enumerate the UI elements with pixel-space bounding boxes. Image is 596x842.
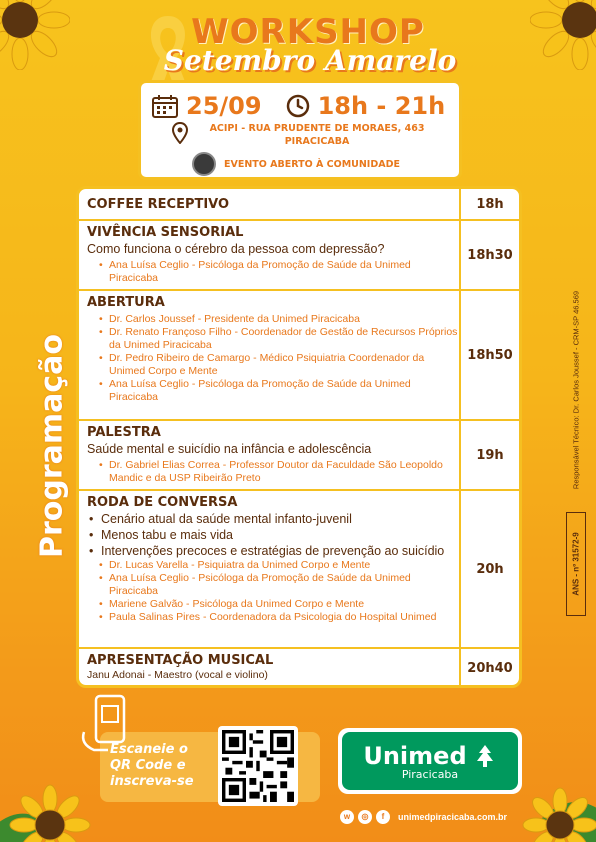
location-pin-icon: [172, 122, 188, 144]
speaker-item: • Ana Luísa Ceglio - Psicóloga da Promoção de Saúde da Unimed Piracicaba: [99, 572, 459, 598]
open-event-text: EVENTO ABERTO À COMUNIDADE: [224, 158, 400, 170]
calendar-icon: [152, 94, 178, 118]
unimed-logo: [338, 728, 522, 794]
unimed-tree-icon: [473, 745, 497, 767]
ans-text: ANS - nº 31572-9: [571, 532, 581, 596]
speaker-item: • Ana Luísa Ceglio - Psicóloga da Promoção de Saúde da Unimed Piracicaba: [99, 378, 459, 404]
address-text: [192, 122, 442, 148]
qr-instruction: Escaneie o QR Code e inscreva-se: [110, 742, 194, 789]
row-title: APRESENTAÇÃO MUSICAL: [87, 653, 274, 668]
social-links: [340, 810, 530, 824]
row-title: COFFEE RECEPTIVO: [87, 197, 230, 212]
sunflower-top-left-icon: [0, 0, 70, 70]
speaker-item: • Dr. Gabriel Elias Correa - Professor Doutor da Faculdade São Leopoldo Mandic e da USP Ribeirão Preto: [99, 459, 459, 485]
row-title: VIVÊNCIA SENSORIAL: [87, 225, 244, 240]
qr-code-icon: [222, 730, 294, 802]
row-time: 18h: [459, 189, 519, 219]
event-time: 18h - 21h: [317, 92, 446, 120]
event-title: WORKSHOP: [191, 12, 425, 52]
instagram-icon[interactable]: ◎: [358, 810, 372, 824]
row-time: 20h: [459, 491, 519, 647]
row-title: ABERTURA: [87, 295, 165, 310]
program-label: Programação: [34, 333, 70, 559]
whatsapp-icon[interactable]: w: [340, 810, 354, 824]
sunflower-bottom-left-icon: [0, 770, 100, 842]
row-time: 19h: [459, 421, 519, 489]
program-row-abertura: [79, 289, 519, 419]
speaker-item: • Dr. Renato Françoso Filho - Coordenador de Gestão de Recursos Próprios da Unimed Piracicaba: [99, 326, 459, 352]
brand-city: Piracicaba: [401, 767, 459, 781]
speaker-item: • Dr. Lucas Varella - Psiquiatra da Unimed Corpo e Mente: [99, 559, 459, 572]
speaker-item: • Dr. Carlos Joussef - Presidente da Unimed Piracicaba: [99, 313, 459, 326]
event-date: 25/09: [186, 92, 262, 120]
website-link[interactable]: unimedpiracicaba.com.br: [398, 812, 508, 822]
ans-registration-box: [566, 512, 586, 616]
program-row-coffee: [79, 189, 519, 219]
technical-responsible-note: [566, 280, 586, 500]
row-subtitle: Saúde mental e suicídio na infância e adolescência: [87, 442, 372, 456]
side-note-text: Responsável Técnico: Dr. Carlos Joussef - CRM-SP 46.569: [571, 290, 581, 490]
date-time-row: [152, 92, 452, 120]
program-table: [76, 186, 522, 688]
topic-item: • Cenário atual da saúde mental infanto-juvenil: [87, 511, 459, 527]
row-time: 20h40: [459, 649, 519, 687]
row-subtitle: Janu Adonai - Maestro (vocal e violino): [87, 669, 268, 681]
speaker-item: • Dr. Pedro Ribeiro de Camargo - Médico Psiquiatria Coordenador da Unimed Corpo e Mente: [99, 352, 459, 378]
row-time: 18h50: [459, 291, 519, 419]
sunflower-top-right-icon: [530, 0, 596, 70]
program-row-roda: [79, 489, 519, 647]
speaker-item: • Mariene Galvão - Psicóloga da Unimed Corpo e Mente: [99, 598, 459, 611]
address-line-1: ACIPI - RUA PRUDENTE DE MORAES, 463: [209, 123, 425, 134]
topic-item: • Menos tabu e mais vida: [87, 527, 459, 543]
row-title: PALESTRA: [87, 425, 161, 440]
speaker-item: • Paula Salinas Pires - Coordenadora da Psicologia do Hospital Unimed: [99, 611, 459, 624]
clock-icon: [286, 94, 310, 118]
facebook-icon[interactable]: f: [376, 810, 390, 824]
qr-code[interactable]: [218, 726, 298, 806]
brand-name: Unimed: [363, 741, 467, 770]
speaker-item: • Ana Luísa Ceglio - Psicóloga da Promoção de Saúde da Unimed Piracicaba: [99, 259, 459, 285]
event-subtitle: Setembro Amarelo: [163, 44, 457, 77]
row-subtitle: Como funciona o cérebro da pessoa com depressão?: [87, 242, 385, 256]
address-row: [172, 122, 452, 148]
program-row-palestra: [79, 419, 519, 489]
program-vertical-label: [28, 333, 76, 559]
program-row-musical: [79, 647, 519, 687]
program-row-vivencia: [79, 219, 519, 289]
row-time: 18h30: [459, 221, 519, 289]
row-title: RODA DE CONVERSA: [87, 495, 238, 510]
community-badge-icon: [192, 152, 216, 176]
topic-item: • Intervenções precoces e estratégias de prevenção ao suicídio: [87, 543, 459, 559]
address-line-2: PIRACICABA: [284, 136, 350, 147]
open-event-row: [192, 152, 452, 176]
